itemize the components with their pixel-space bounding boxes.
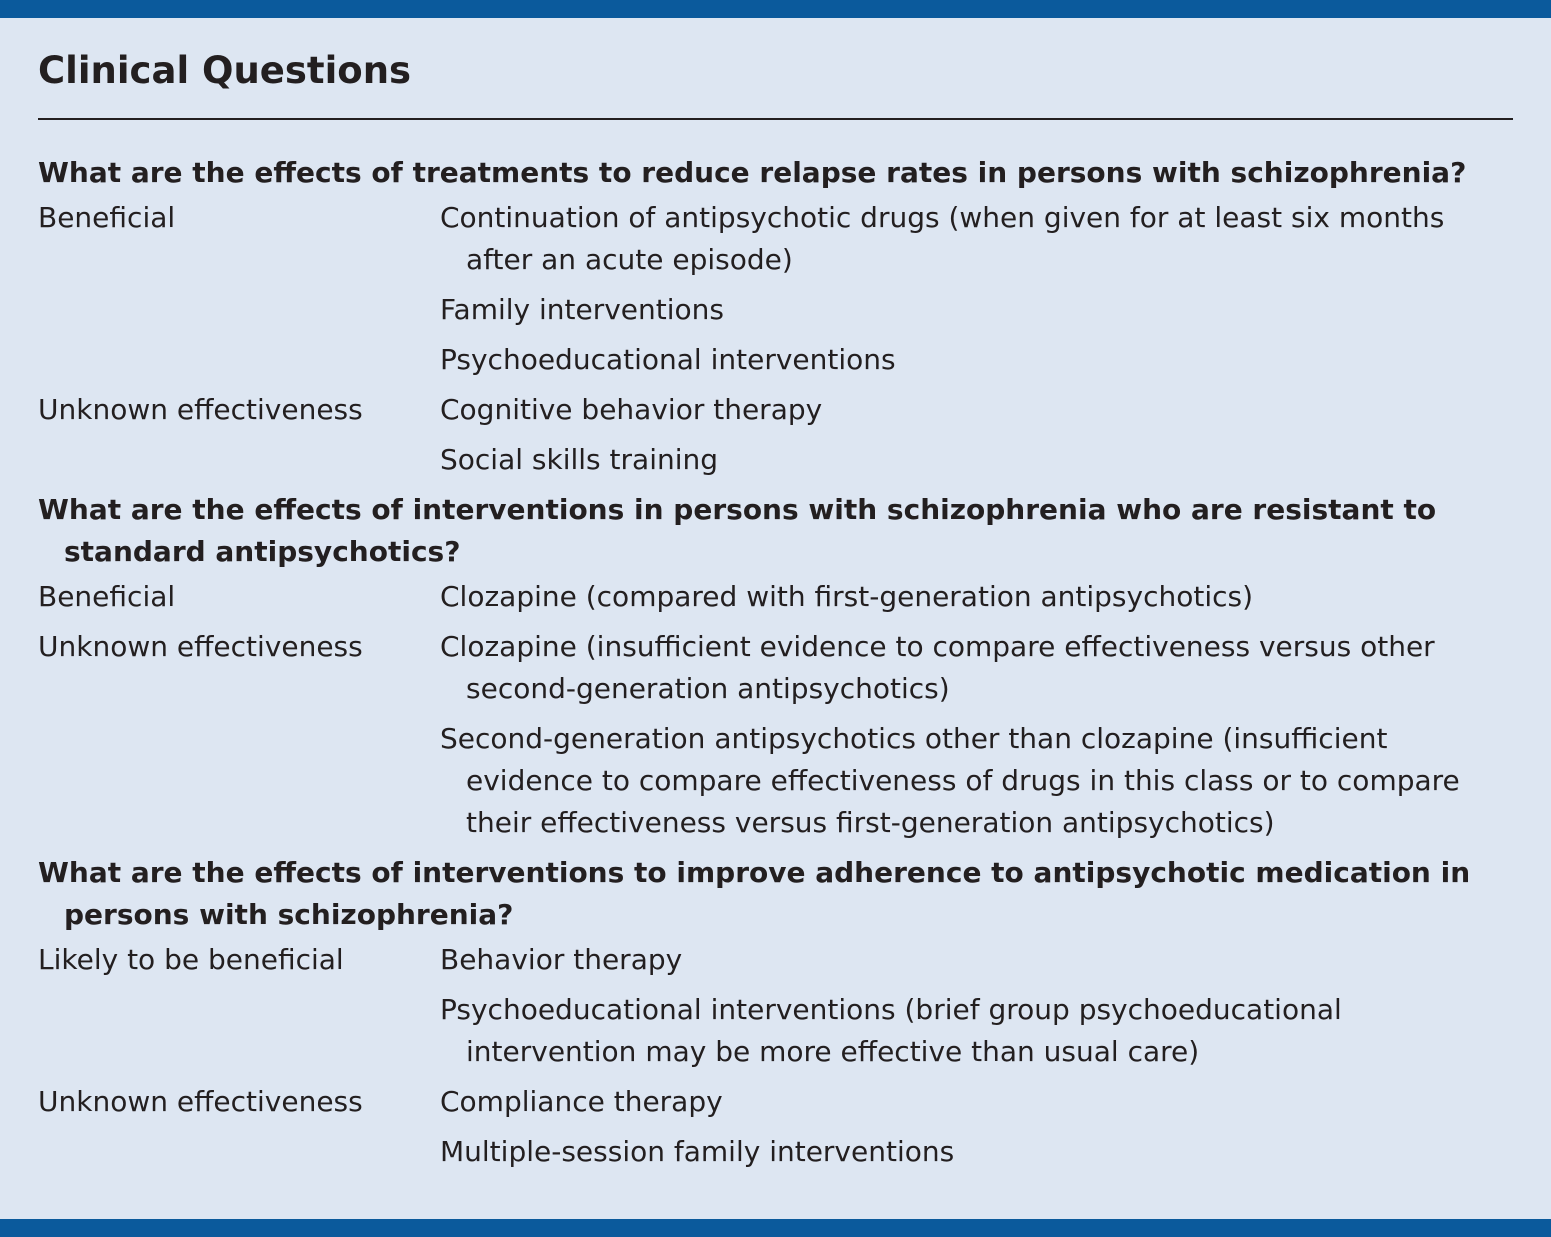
category-row: [38, 576, 1513, 626]
category-label: Unknown effectiveness: [38, 1085, 363, 1118]
category-label: Beneficial: [38, 580, 176, 613]
question-section: [38, 852, 1513, 1181]
intervention-list: [440, 576, 1513, 626]
intervention-item: Second-generation antipsychotics other than clozapine (insufficient evidence to compare effectiveness of drugs in this class or to compare their effectiveness versus first-generation antipsychotics): [440, 722, 1460, 839]
category-row: [38, 197, 1513, 389]
intervention-list: [440, 197, 1513, 389]
intervention-item: Cognitive behavior therapy: [440, 393, 823, 426]
intervention-item: Behavior therapy: [440, 943, 683, 976]
intervention-list: [440, 626, 1513, 852]
intervention-item: Psychoeducational interventions (brief group psychoeducational intervention may be more effective than usual care): [440, 993, 1342, 1068]
category-label: Unknown effectiveness: [38, 393, 363, 426]
category-label: Unknown effectiveness: [38, 630, 363, 663]
intervention-item: Clozapine (insufficient evidence to compare effectiveness versus other second-generation antipsychotics): [440, 630, 1435, 705]
intervention-list: [440, 389, 1513, 489]
panel-title: Clinical Questions: [38, 49, 412, 92]
question-section: [38, 489, 1513, 852]
intervention-item: Multiple-session family interventions: [440, 1135, 955, 1168]
question-section: [38, 152, 1513, 489]
intervention-list: [440, 939, 1513, 1081]
questions-content: [38, 152, 1513, 1181]
title-divider: [38, 118, 1513, 120]
question-heading: What are the effects of treatments to reduce relapse rates in persons with schizophrenia?: [38, 156, 1467, 189]
intervention-item: Compliance therapy: [440, 1085, 723, 1118]
intervention-item: Family interventions: [440, 293, 725, 326]
question-heading: What are the effects of interventions to improve adherence to antipsychotic medication in persons with schizophrenia?: [38, 856, 1471, 931]
intervention-list: [440, 1081, 1513, 1181]
category-row: [38, 626, 1513, 852]
category-row: [38, 389, 1513, 489]
category-row: [38, 939, 1513, 1081]
intervention-item: Social skills training: [440, 443, 719, 476]
intervention-item: Clozapine (compared with first-generation antipsychotics): [440, 580, 1254, 613]
bottom-accent-bar: [0, 1219, 1551, 1237]
category-row: [38, 1081, 1513, 1181]
question-heading: What are the effects of interventions in persons with schizophrenia who are resistant to standard antipsychotics?: [38, 493, 1437, 568]
top-accent-bar: [0, 0, 1551, 18]
category-label: Beneficial: [38, 201, 176, 234]
intervention-item: Continuation of antipsychotic drugs (when given for at least six months after an acute episode): [440, 201, 1445, 276]
category-label: Likely to be beneficial: [38, 943, 344, 976]
intervention-item: Psychoeducational interventions: [440, 343, 896, 376]
